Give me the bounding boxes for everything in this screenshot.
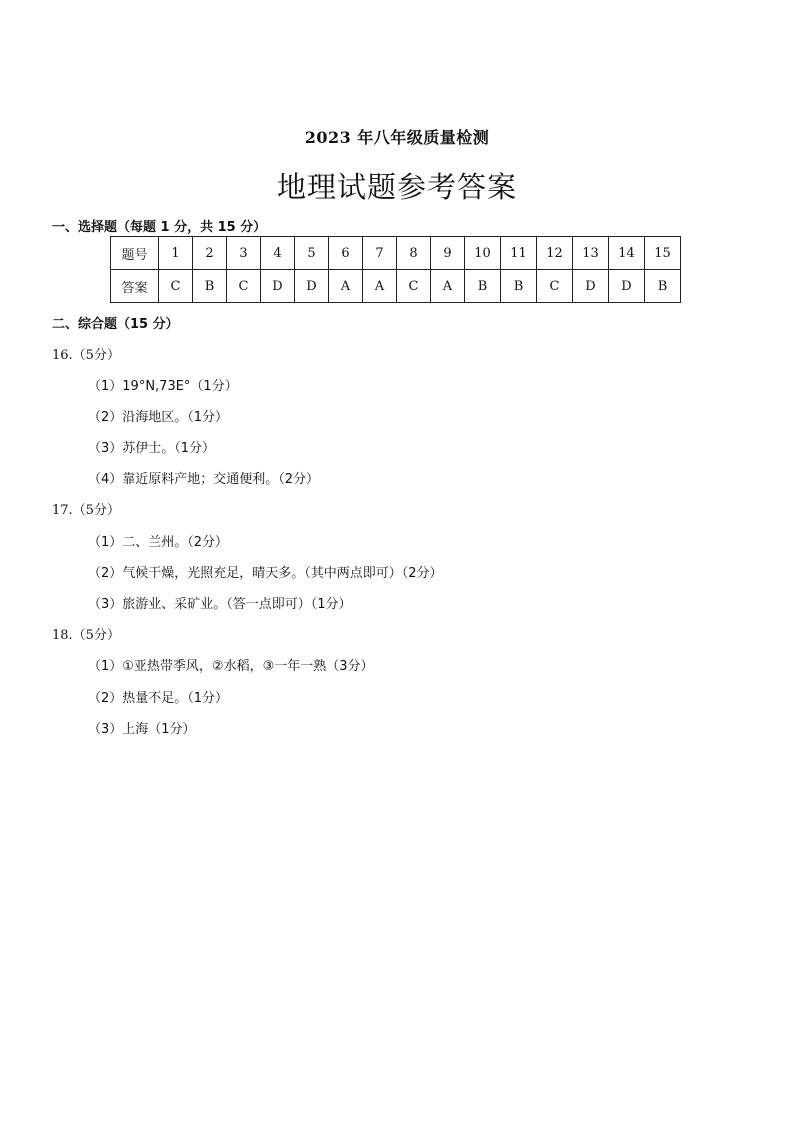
- question-number-cell: 12: [537, 237, 573, 270]
- answer-cell: A: [363, 270, 397, 303]
- question-number-cell: 13: [573, 237, 609, 270]
- question-number-cell: 11: [501, 237, 537, 270]
- question-number-row: [111, 237, 681, 270]
- answer-row: [111, 270, 681, 303]
- answer-cell: B: [501, 270, 537, 303]
- question-16-answer-2: （2）沿海地区。（1分）: [88, 410, 229, 425]
- question-number-cell: 9: [431, 237, 465, 270]
- question-number-cell: 6: [329, 237, 363, 270]
- row-header-answer: 答案: [111, 270, 159, 303]
- answer-cell: D: [609, 270, 645, 303]
- answer-cell: D: [573, 270, 609, 303]
- question-number-cell: 5: [295, 237, 329, 270]
- question-number-cell: 15: [645, 237, 681, 270]
- answer-cell: B: [645, 270, 681, 303]
- question-18-answer-1: （1）①亚热带季风，②水稻，③一年一熟（3分）: [88, 659, 374, 674]
- answer-cell: A: [431, 270, 465, 303]
- question-16-heading: 16.（5分）: [52, 348, 120, 363]
- question-18-heading: 18.（5分）: [52, 628, 120, 643]
- question-number-cell: 7: [363, 237, 397, 270]
- answer-cell: A: [329, 270, 363, 303]
- answer-cell: D: [261, 270, 295, 303]
- question-18-answer-2: （2）热量不足。（1分）: [88, 691, 229, 706]
- question-16-answer-4: （4）靠近原料产地；交通便利。（2分）: [88, 472, 320, 487]
- question-number-cell: 10: [465, 237, 501, 270]
- question-17-answer-3: （3）旅游业、采矿业。（答一点即可）（1分）: [88, 597, 352, 612]
- question-number-cell: 4: [261, 237, 295, 270]
- question-17-heading: 17.（5分）: [52, 503, 120, 518]
- section-comprehensive-heading: 二、综合题（15 分）: [52, 317, 179, 332]
- answer-cell: C: [537, 270, 573, 303]
- exam-subtitle: 2023 年八年级质量检测: [304, 128, 490, 147]
- section-multiple-choice-heading: 一、选择题（每题 1 分，共 15 分）: [52, 220, 267, 235]
- answer-cell: B: [465, 270, 501, 303]
- answer-cell: C: [159, 270, 193, 303]
- document-title: 地理试题参考答案: [276, 170, 517, 204]
- question-17-answer-1: （1）二、兰州。（2分）: [88, 535, 229, 550]
- question-number-cell: 8: [397, 237, 431, 270]
- question-number-cell: 14: [609, 237, 645, 270]
- question-number-cell: 1: [159, 237, 193, 270]
- row-header-question-number: 题号: [111, 237, 159, 270]
- answer-cell: C: [227, 270, 261, 303]
- answer-cell: B: [193, 270, 227, 303]
- question-17-answer-2: （2）气候干燥，光照充足，晴天多。（其中两点即可）（2分）: [88, 566, 443, 581]
- answer-cell: C: [397, 270, 431, 303]
- answer-cell: D: [295, 270, 329, 303]
- answer-table: [110, 236, 681, 303]
- question-16-answer-1: （1）19°N,73E°（1分）: [88, 379, 238, 394]
- question-number-cell: 3: [227, 237, 261, 270]
- question-16-answer-3: （3）苏伊士。（1分）: [88, 441, 216, 456]
- question-number-cell: 2: [193, 237, 227, 270]
- question-18-answer-3: （3）上海（1分）: [88, 722, 196, 737]
